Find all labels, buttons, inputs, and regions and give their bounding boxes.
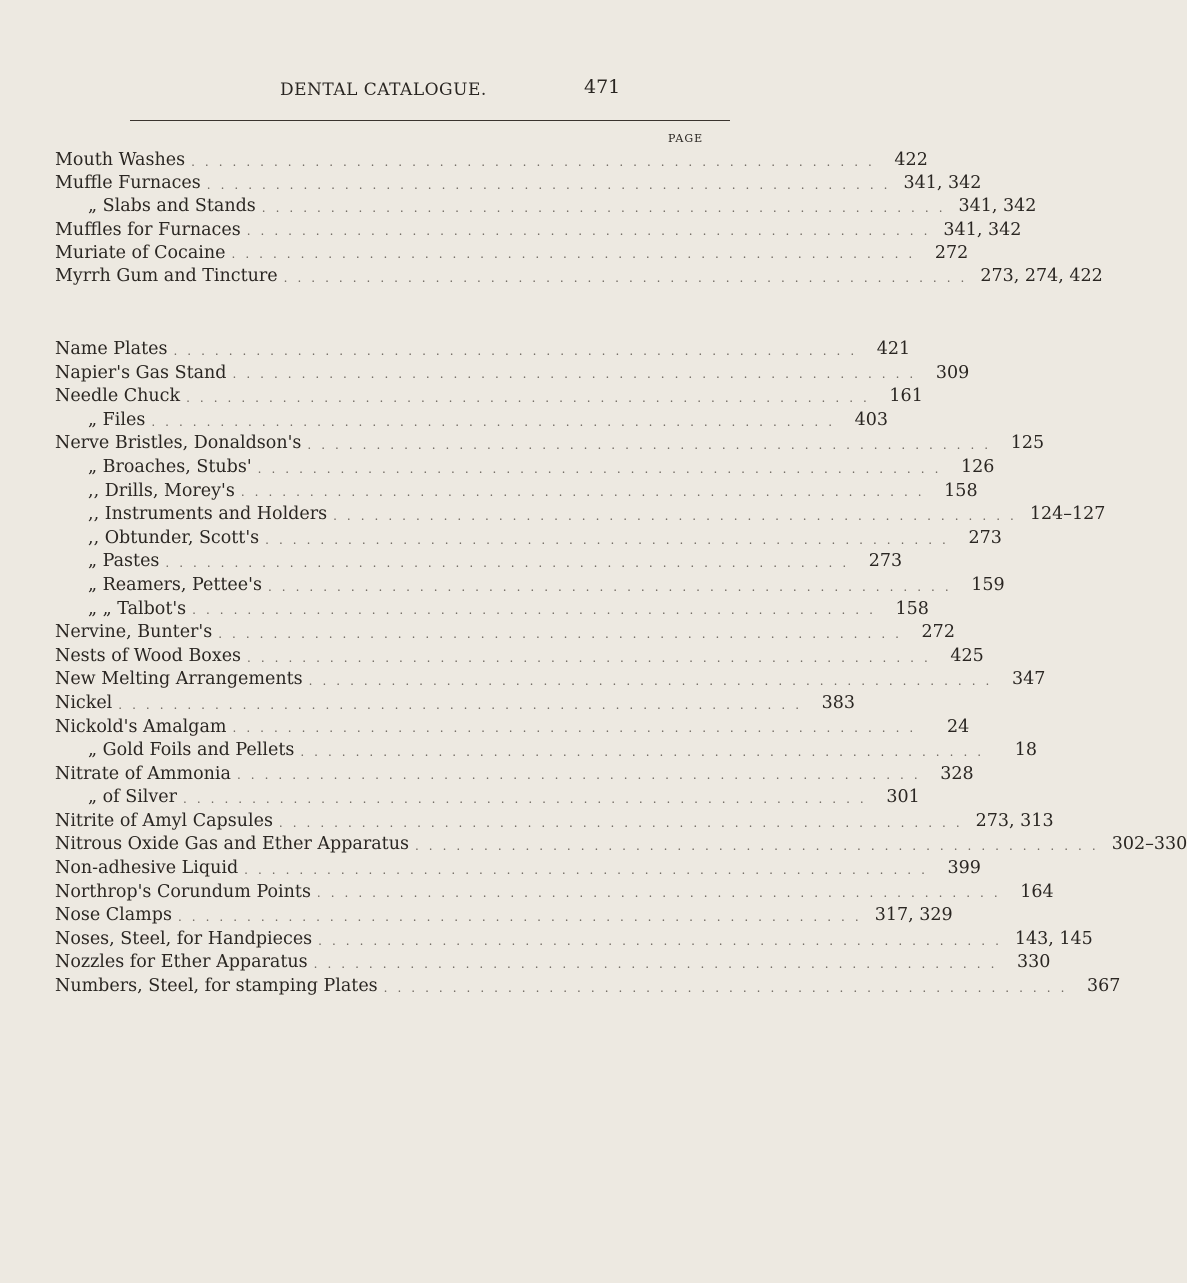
dot-leader: ..................................................	[206, 177, 898, 192]
entry-pages: 24	[946, 716, 970, 737]
dot-leader: ..................................................	[232, 367, 924, 382]
index-group-n	[55, 339, 1187, 1000]
index-entry	[55, 928, 1093, 953]
index-entry	[55, 740, 1038, 764]
index-entry	[55, 645, 984, 670]
entry-term: Noses, Steel, for Handpieces	[55, 928, 313, 949]
entry-term: Nitrite of Amyl Capsules	[55, 810, 273, 831]
entry-term: „ „ Talbot's	[88, 598, 187, 619]
dot-leader: ..................................................	[318, 933, 1009, 948]
entry-pages: 341, 342	[903, 173, 982, 194]
index-entry	[55, 692, 856, 717]
dot-leader: ..................................................	[173, 343, 865, 358]
index-entry	[55, 527, 1002, 552]
entry-pages: 302–330	[1111, 834, 1187, 855]
index-entry	[55, 409, 889, 434]
entry-pages: 273, 274, 422	[980, 265, 1103, 286]
index-entry	[55, 173, 982, 196]
entry-pages: 425	[950, 645, 984, 666]
dot-leader: ..................................................	[183, 792, 874, 807]
dot-leader: ..................................................	[278, 815, 970, 830]
entry-term: Napier's Gas Stand	[55, 362, 227, 383]
entry-term: Nitrous Oxide Gas and Ether Apparatus	[55, 834, 409, 855]
entry-pages: 309	[935, 362, 970, 383]
entry-term: Needle Chuck	[55, 386, 181, 407]
index-entry	[55, 456, 995, 481]
entry-term: New Melting Arrangements	[55, 669, 303, 690]
index-entry	[55, 763, 974, 788]
index-entry	[55, 386, 923, 410]
entry-pages: 161	[889, 386, 923, 407]
entry-pages: 367	[1086, 976, 1121, 997]
entry-pages: 421	[876, 339, 911, 359]
entry-pages: 158	[944, 480, 978, 501]
entry-term: ,, Obtunder, Scott's	[88, 527, 260, 548]
entry-pages: 422	[894, 150, 928, 170]
page-column-label: PAGE	[668, 132, 704, 145]
dot-leader: ..................................................	[231, 247, 923, 262]
dot-leader: ..................................................	[313, 957, 1005, 972]
entry-term: „ Broaches, Stubs'	[88, 456, 252, 477]
entry-pages: 164	[1020, 881, 1054, 902]
index-entry	[55, 598, 929, 623]
entry-term: „ Files	[88, 409, 146, 430]
entry-term: ,, Instruments and Holders	[88, 504, 328, 525]
entry-term: Nitrate of Ammonia	[55, 763, 231, 784]
entry-pages: 272	[934, 242, 969, 263]
entry-pages: 143, 145	[1014, 928, 1093, 949]
entry-pages: 328	[940, 763, 974, 784]
entry-pages: 126	[960, 456, 995, 477]
dot-leader: ..................................................	[300, 744, 992, 759]
index-group-m	[55, 150, 1103, 289]
dot-leader: ..................................................	[307, 438, 999, 453]
entry-term: Nickel	[55, 692, 113, 713]
dot-leader: ..................................................	[192, 603, 883, 618]
entry-term: Muffle Furnaces	[55, 173, 201, 194]
index-entry	[55, 150, 928, 173]
entry-term: Muffles for Furnaces	[55, 219, 241, 240]
entry-term: „ Gold Foils and Pellets	[88, 740, 295, 761]
index-entry	[55, 504, 1106, 528]
entry-term: „ Slabs and Stands	[88, 196, 256, 217]
entry-term: Nervine, Bunter's	[55, 622, 213, 643]
dot-leader: ..................................................	[177, 910, 869, 925]
entry-pages: 125	[1010, 433, 1045, 454]
entry-pages: 124–127	[1029, 504, 1106, 525]
dot-leader: ..................................................	[165, 556, 857, 571]
entry-pages: 18	[1014, 740, 1038, 761]
entry-pages: 341, 342	[958, 196, 1037, 217]
entry-pages: 272	[921, 622, 955, 643]
entry-pages: 399	[947, 858, 981, 879]
dot-leader: ..................................................	[218, 626, 909, 641]
entry-term: „ Reamers, Pettee's	[88, 574, 262, 595]
dot-leader: ..................................................	[414, 839, 1106, 854]
index-entry	[55, 551, 903, 575]
index-entry	[55, 881, 1054, 906]
index-entry	[55, 669, 1046, 693]
entry-pages: 273, 313	[975, 810, 1054, 831]
dot-leader: ..................................................	[186, 390, 877, 405]
index-entry	[55, 810, 1054, 835]
entry-term: Non-adhesive Liquid	[55, 858, 239, 879]
index-entry	[55, 716, 970, 741]
dot-leader: ..................................................	[316, 886, 1008, 901]
entry-term: Mouth Washes	[55, 150, 186, 170]
index-entry	[55, 339, 911, 363]
entry-pages: 347	[1011, 669, 1046, 690]
entry-pages: 403	[854, 409, 889, 430]
index-entry	[55, 480, 978, 505]
entry-term: Northrop's Corundum Points	[55, 881, 311, 902]
dot-leader: ..................................................	[265, 532, 956, 547]
index-entry	[55, 834, 1187, 858]
dot-leader: ..................................................	[261, 200, 953, 215]
index-entry	[55, 787, 920, 811]
entry-term: „ of Silver	[88, 787, 177, 808]
running-head: DENTAL CATALOGUE.	[280, 80, 487, 100]
entry-pages: 158	[895, 598, 929, 619]
page-number: 471	[584, 76, 621, 98]
entry-pages: 341, 342	[943, 219, 1022, 240]
dot-leader: ..................................................	[267, 579, 959, 594]
dot-leader: ..................................................	[240, 485, 932, 500]
entry-term: Nerve Bristles, Donaldson's	[55, 433, 302, 454]
entry-term: Numbers, Steel, for stamping Plates	[55, 976, 378, 997]
entry-term: Nose Clamps	[55, 905, 172, 926]
dot-leader: ..................................................	[283, 270, 975, 285]
dot-leader: ..................................................	[246, 224, 938, 239]
index-entry	[55, 196, 1037, 219]
entry-pages: 317, 329	[874, 905, 953, 926]
entry-term: „ Pastes	[88, 551, 160, 572]
dot-leader: ..................................................	[151, 414, 843, 429]
dot-leader: ..................................................	[308, 674, 1000, 689]
dot-leader: ..................................................	[236, 768, 928, 783]
index-entry	[55, 952, 1051, 976]
entry-pages: 383	[821, 692, 856, 713]
dot-leader: ..................................................	[191, 154, 882, 169]
index-entry	[55, 905, 953, 929]
index-entry	[55, 858, 981, 882]
entry-term: Myrrh Gum and Tincture	[55, 265, 278, 286]
entry-term: Muriate of Cocaine	[55, 242, 226, 263]
entry-pages: 330	[1016, 952, 1051, 973]
entry-term: Nickold's Amalgam	[55, 716, 227, 737]
dot-leader: ..................................................	[257, 461, 949, 476]
entry-term: ,, Drills, Morey's	[88, 480, 235, 501]
index-entry	[55, 622, 955, 646]
dot-leader: ..................................................	[333, 508, 1024, 523]
index-entry	[55, 976, 1121, 1000]
entry-pages: 159	[971, 574, 1005, 595]
dot-leader: ..................................................	[244, 862, 935, 877]
index-entry	[55, 433, 1045, 457]
entry-pages: 301	[886, 787, 920, 808]
index-entry	[55, 574, 1005, 599]
dot-leader: ..................................................	[247, 650, 938, 665]
header-rule	[130, 120, 730, 121]
entry-pages: 273	[868, 551, 903, 572]
entry-term: Nests of Wood Boxes	[55, 645, 242, 666]
dot-leader: ..................................................	[118, 697, 810, 712]
dot-leader: ..................................................	[232, 721, 924, 736]
index-entry	[55, 219, 1022, 243]
index-entry	[55, 265, 1103, 289]
index-entry	[55, 362, 970, 387]
dot-leader: ..................................................	[383, 980, 1075, 995]
entry-pages: 273	[968, 527, 1002, 548]
entry-term: Nozzles for Ether Apparatus	[55, 952, 308, 973]
entry-term: Name Plates	[55, 339, 168, 359]
index-entry	[55, 242, 969, 266]
